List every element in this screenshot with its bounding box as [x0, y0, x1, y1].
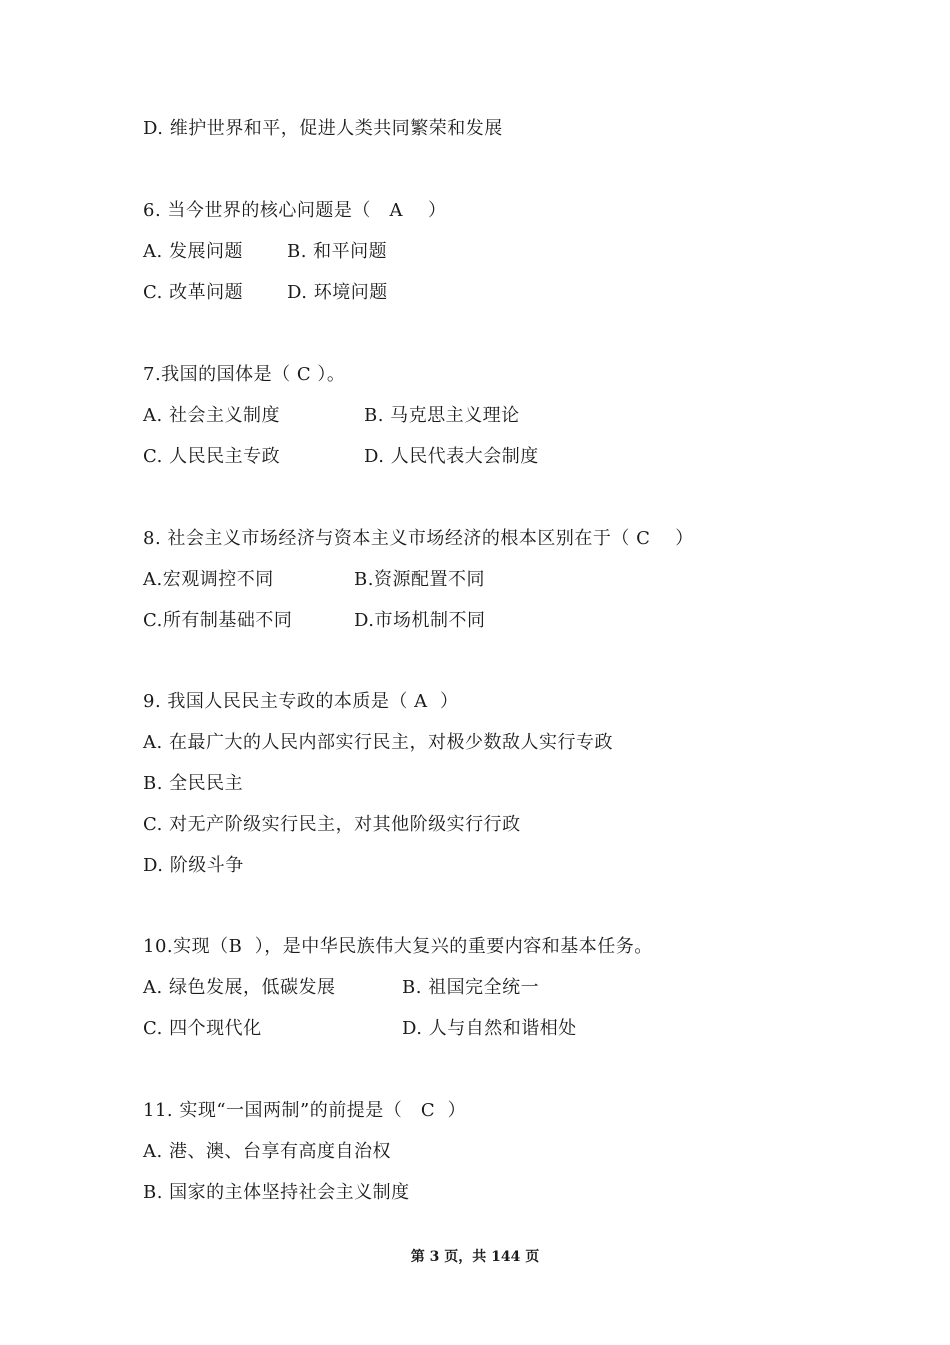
page-footer: 第 3 页，共 144 页 — [410, 1249, 540, 1265]
q8-stem: 8. 社会主义市场经济与资本主义市场经济的根本区别在于（ C ） — [143, 528, 694, 549]
q8-option-b: B.资源配置不同 — [354, 569, 485, 590]
q6-option-b: B. 和平问题 — [287, 241, 388, 262]
q7-option-a: A. 社会主义制度 — [143, 405, 280, 426]
q10-option-c: C. 四个现代化 — [143, 1018, 262, 1039]
q6-option-c: C. 改革问题 — [143, 282, 244, 303]
q9-option-c: C. 对无产阶级实行民主，对其他阶级实行行政 — [143, 814, 521, 835]
q6-option-a: A. 发展问题 — [143, 241, 243, 262]
q11-option-a: A. 港、澳、台享有高度自治权 — [143, 1141, 391, 1162]
q9-option-d: D. 阶级斗争 — [143, 855, 244, 876]
q7-stem: 7.我国的国体是（ C ）。 — [143, 364, 346, 385]
q10-stem: 10.实现（B ），是中华民族伟大复兴的重要内容和基本任务。 — [143, 936, 653, 957]
q9-stem: 9. 我国人民民主专政的本质是（ A ） — [143, 691, 459, 712]
q11-stem: 11. 实现“一国两制”的前提是（ C ） — [143, 1100, 467, 1121]
q9-option-b: B. 全民民主 — [143, 773, 244, 794]
q6-stem: 6. 当今世界的核心问题是（ A ） — [143, 200, 447, 221]
q7-option-c: C. 人民民主专政 — [143, 446, 281, 467]
q8-option-c: C.所有制基础不同 — [143, 610, 293, 631]
q8-option-d: D.市场机制不同 — [354, 610, 486, 631]
q8-option-a: A.宏观调控不同 — [143, 569, 274, 590]
q9-option-a: A. 在最广大的人民内部实行民主，对极少数敌人实行专政 — [143, 732, 613, 753]
q7-option-b: B. 马克思主义理论 — [364, 405, 520, 426]
q10-option-a: A. 绿色发展，低碳发展 — [143, 977, 336, 998]
q7-option-d: D. 人民代表大会制度 — [364, 446, 539, 467]
q11-option-b: B. 国家的主体坚持社会主义制度 — [143, 1182, 410, 1203]
q5-option-d: D. 维护世界和平，促进人类共同繁荣和发展 — [143, 118, 503, 139]
q6-option-d: D. 环境问题 — [287, 282, 388, 303]
q10-option-d: D. 人与自然和谐相处 — [402, 1018, 577, 1039]
q10-option-b: B. 祖国完全统一 — [402, 977, 540, 998]
